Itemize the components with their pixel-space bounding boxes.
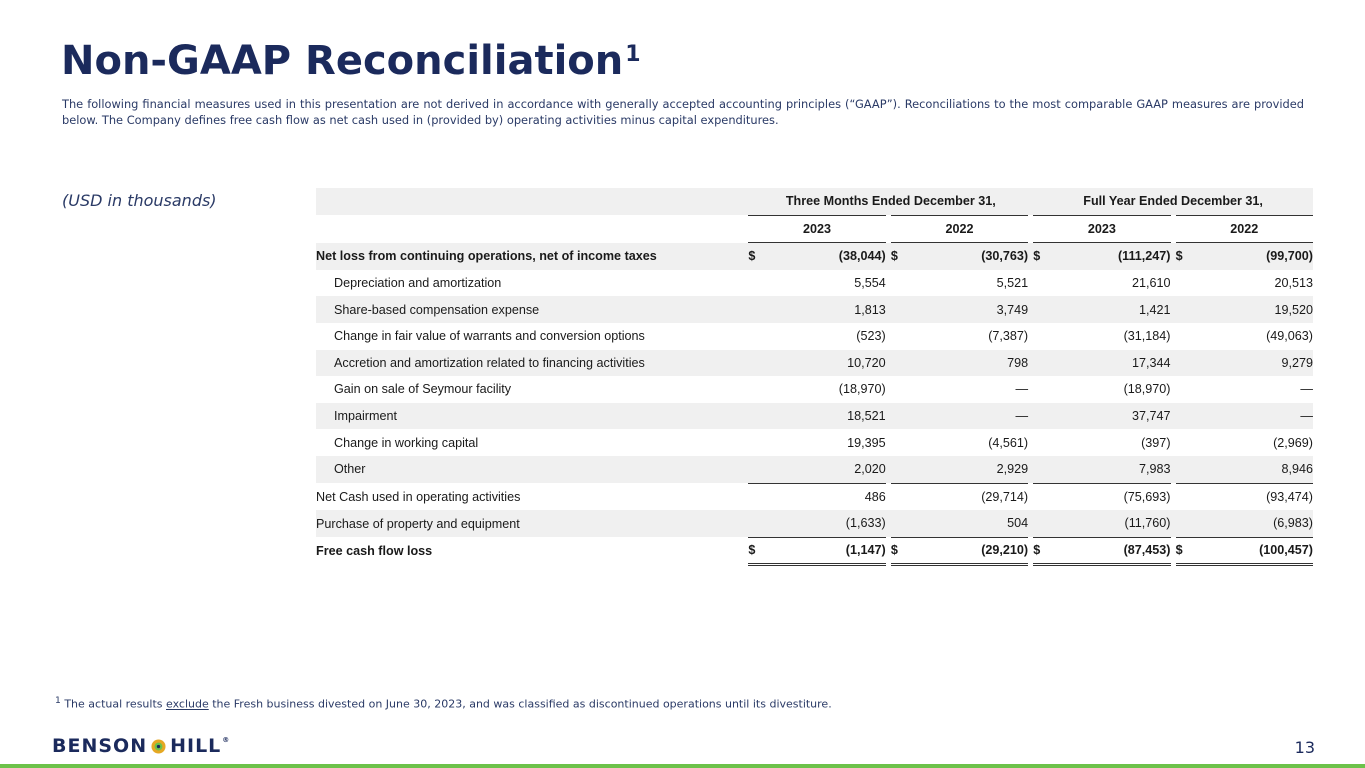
cell-value: (87,453) (1052, 537, 1171, 564)
table-row-fair-value (316, 323, 1313, 350)
intro-paragraph: The following financial measures used in this presentation are not derived in accordance with generally accepted accounting principles (“GAAP”). Reconciliations to the most comparable GAAP measures are provided below. The Company defines free cash flow as net cash used in (provided by) operating activities minus capital expenditures. (62, 97, 1304, 127)
row-label: Net Cash used in operating activities (316, 489, 521, 504)
cell-value: (29,714) (891, 483, 1028, 510)
table-row-accretion (316, 350, 1313, 377)
cell-value: (18,970) (838, 382, 886, 397)
row-label: Impairment (316, 403, 748, 430)
table-row-purchase (316, 510, 1313, 537)
table-row-net-cash (316, 483, 1313, 510)
cell-value: 17,344 (1033, 350, 1170, 377)
currency-symbol: $ (748, 537, 766, 564)
logo-registered-mark: ® (222, 736, 231, 744)
currency-symbol: $ (1176, 243, 1194, 270)
cell-value: 7,983 (1033, 456, 1170, 483)
cell-value: (1,633) (748, 510, 885, 537)
table-row-free-cash (316, 537, 1313, 564)
cell-value: 3,749 (891, 296, 1028, 323)
row-label: Other (316, 456, 748, 483)
benson-hill-logo (52, 735, 230, 757)
cell-value: (30,763) (909, 243, 1028, 270)
footnote-marker: 1 (55, 695, 61, 706)
cell-value: — (1176, 403, 1313, 430)
cell-value: (11,760) (1033, 510, 1170, 537)
cell-value: 18,521 (748, 403, 885, 430)
table-row-share-based (316, 296, 1313, 323)
row-label: Accretion and amortization related to financing activities (316, 350, 748, 377)
table-row-working-capital (316, 429, 1313, 456)
page-title: Non-GAAP Reconciliation$^1$ (61, 38, 641, 84)
cell-value: 2,020 (748, 456, 885, 483)
footnote-text: The actual results (60, 697, 166, 711)
group-header-full-year: Full Year Ended December 31, (1033, 188, 1313, 215)
cell-value: (6,983) (1176, 510, 1313, 537)
logo-text-right: HILL (170, 735, 222, 757)
table-row-gain-sale (316, 376, 1313, 403)
row-label: Change in working capital (334, 435, 479, 450)
cell-value: (1,147) (767, 537, 886, 564)
cell-value: (4,561) (988, 435, 1029, 450)
cell-value: (7,387) (988, 329, 1029, 344)
units-label: (USD in thousands) (62, 191, 217, 210)
cell-value: 20,513 (1274, 276, 1313, 291)
table-row-depreciation (316, 270, 1313, 297)
row-label: Free cash flow loss (316, 543, 433, 558)
row-label: Purchase of property and equipment (316, 510, 748, 537)
cell-value: (99,700) (1194, 243, 1313, 270)
currency-symbol: $ (1176, 537, 1194, 564)
table-row-net-loss (316, 243, 1313, 270)
cell-value: 2,929 (891, 456, 1028, 483)
cell-value: 8,946 (1176, 456, 1313, 483)
bottom-accent-bar (0, 764, 1365, 768)
cell-value: 37,747 (1033, 403, 1170, 430)
currency-symbol: $ (891, 243, 909, 270)
row-label: Net loss from continuing operations, net of income taxes (316, 243, 748, 270)
cell-value: 798 (891, 350, 1028, 377)
cell-value: (111,247) (1052, 243, 1171, 270)
footnote (55, 695, 832, 711)
table-group-header-row (316, 188, 1313, 215)
cell-value: (2,969) (1273, 435, 1313, 450)
table-row-impairment (316, 403, 1313, 430)
row-label: Depreciation and amortization (334, 276, 502, 291)
cell-value: 5,521 (996, 276, 1029, 291)
cell-value: 486 (748, 483, 885, 510)
cell-value: 9,279 (1176, 350, 1313, 377)
cell-value: (523) (856, 329, 886, 344)
cell-value: (18,970) (1123, 382, 1171, 397)
logo-text-left: BENSON (52, 735, 148, 757)
cell-value: (31,184) (1123, 329, 1171, 344)
currency-symbol: $ (1033, 537, 1051, 564)
footnote-text-end: the Fresh business divested on June 30, 2023, and was classified as discontinued operations until its divestiture. (208, 697, 832, 711)
currency-symbol: $ (891, 537, 909, 564)
row-label: Share-based compensation expense (316, 296, 748, 323)
sun-logo-icon (151, 739, 166, 754)
cell-value: (397) (1141, 435, 1171, 450)
cell-value: 19,520 (1176, 296, 1313, 323)
currency-symbol: $ (748, 243, 766, 270)
cell-value: — (1300, 382, 1313, 397)
cell-value: (49,063) (1266, 329, 1313, 344)
cell-value: (93,474) (1176, 483, 1313, 510)
cell-value: (38,044) (767, 243, 886, 270)
row-label: Change in fair value of warrants and conversion options (334, 329, 645, 344)
cell-value: (100,457) (1194, 537, 1313, 564)
cell-value: 21,610 (1131, 276, 1171, 291)
cell-value: 10,720 (748, 350, 885, 377)
cell-value: 1,421 (1033, 296, 1170, 323)
year-header: 2023 (748, 215, 885, 243)
footnote-exclude-link: exclude (166, 697, 209, 711)
table-year-header-row (316, 215, 1313, 243)
reconciliation-table (316, 188, 1313, 566)
cell-value: — (891, 403, 1028, 430)
year-header: 2022 (1176, 215, 1313, 243)
year-header: 2023 (1033, 215, 1170, 243)
cell-value: 5,554 (854, 276, 886, 291)
cell-value: 504 (891, 510, 1028, 537)
cell-value: (29,210) (909, 537, 1028, 564)
title-footnote-marker: 1 (625, 42, 641, 67)
table-row-other (316, 456, 1313, 483)
cell-value: 1,813 (748, 296, 885, 323)
cell-value: (75,693) (1033, 483, 1170, 510)
cell-value: 19,395 (847, 435, 886, 450)
currency-symbol: $ (1033, 243, 1051, 270)
year-header: 2022 (891, 215, 1028, 243)
cell-value: — (1015, 382, 1029, 397)
row-label: Gain on sale of Seymour facility (334, 382, 512, 397)
page-number: 13 (1294, 738, 1315, 757)
group-header-three-months: Three Months Ended December 31, (748, 188, 1033, 215)
